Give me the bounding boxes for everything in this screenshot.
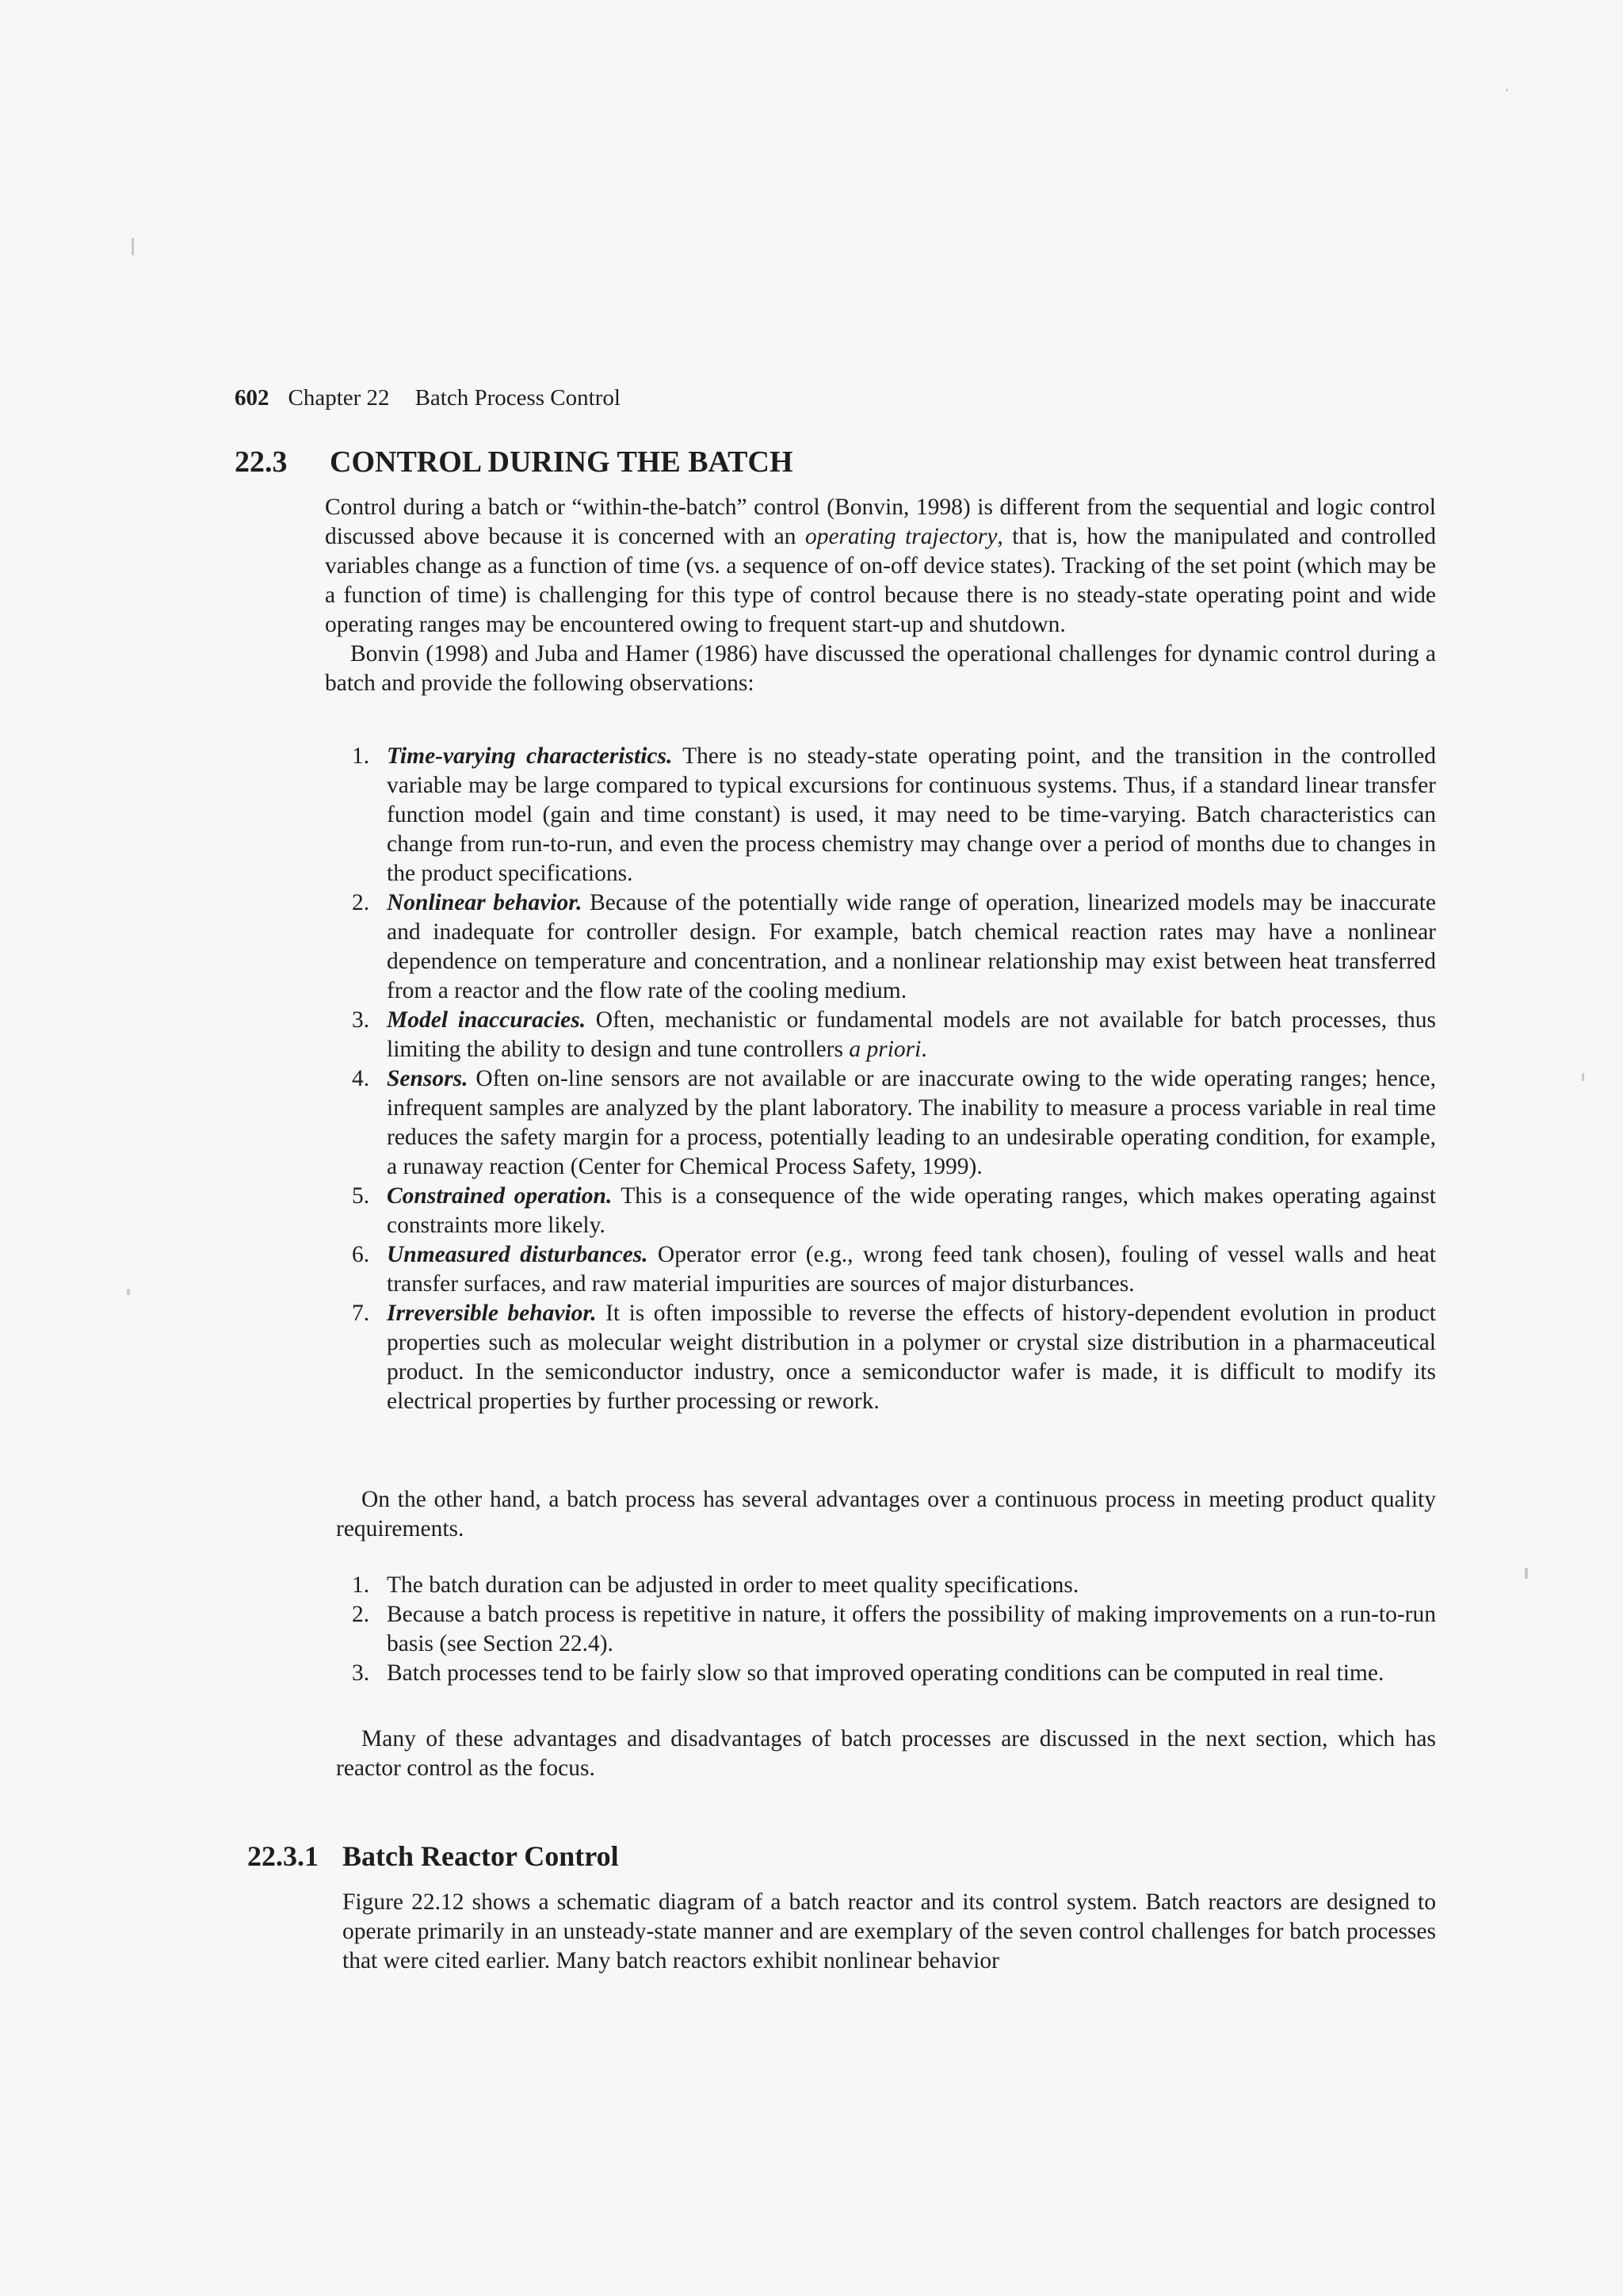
challenge-item-2: 2. Nonlinear behavior. Because of the potentially wide range of operation, linearized models may be inaccurate and inadequate for controller design. For example, batch chemical reaction rates may have a nonlinear dependence on temperature and concentration, and a nonlinear relationship may exist between heat transferred from a reactor and the flow rate of the cooling medium.	[352, 890, 1436, 1003]
scan-speck	[132, 238, 134, 255]
running-head	[235, 384, 621, 412]
closing-paragraph: Many of these advantages and disadvantages of batch processes are discussed in the next section, which has reactor control as the focus.	[336, 1726, 1436, 1781]
challenge-item-5: 5. Constrained operation. This is a consequence of the wide operating ranges, which makes operating against constraints more likely.	[352, 1183, 1436, 1238]
advantage-item-3: 3. Batch processes tend to be fairly slow so that improved operating conditions can be computed in real time.	[352, 1660, 1384, 1686]
advantage-item-1: 1. The batch duration can be adjusted in order to meet quality specifications.	[352, 1572, 1079, 1598]
chapter-title: Batch Process Control	[414, 385, 621, 411]
section-title: CONTROL DURING THE BATCH	[330, 445, 793, 479]
operating-trajectory-term: operating trajectory	[804, 524, 998, 549]
advantages-intro: On the other hand, a batch process has several advantages over a continuous process in meeting product quality requirements.	[336, 1487, 1436, 1541]
section-heading	[235, 444, 793, 480]
intro-paragraph-2: Bonvin (1998) and Juba and Hamer (1986) have discussed the operational challenges for dynamic control during a batch and provide the following observations:	[325, 641, 1436, 696]
subsection-title: Batch Reactor Control	[342, 1840, 619, 1872]
subsection-number: 22.3.1	[247, 1840, 319, 1872]
page-number: 602	[235, 385, 269, 411]
challenge-item-7: 7. Irreversible behavior. It is often impossible to reverse the effects of history-dependent evolution in product properties such as molecular weight distribution in a polymer or crystal size distribution in a pharmaceutical product. In the semiconductor industry, once a semiconductor wafer is made, it is difficult to modify its electrical properties by further processing or rework.	[352, 1301, 1436, 1414]
advantage-item-2: 2. Because a batch process is repetitive in nature, it offers the possibility of making improvements on a run-to-run basis (see Section 22.4).	[352, 1602, 1436, 1656]
intro-text	[325, 493, 1436, 698]
scan-speck	[1506, 89, 1508, 91]
challenge-item-3: 3. Model inaccuracies. Often, mechanistic or fundamental models are not available for batch processes, thus limiting the ability to design and tune controllers a priori.	[352, 1007, 1436, 1062]
section-number: 22.3	[235, 445, 288, 479]
scan-speck	[1582, 1073, 1584, 1081]
intro-paragraph-1: Control during a batch or “within-the-batch” control (Bonvin, 1998) is different from the sequential and logic control discussed above because it is concerned with an operating trajectory, that is, how the manipulated and controlled variables change as a function of time (vs. a sequence of on-off device states). Tracking of the set point (which may be a function of time) is challenging for this type of control because there is no steady-state operating point and wide operating ranges may be encountered owing to frequent start-up and shutdown.	[325, 495, 1437, 637]
challenge-item-4: 4. Sensors. Often on-line sensors are not available or are inaccurate owing to the wide operating ranges; hence, infrequent samples are analyzed by the plant laboratory. The inability to measure a process variable in real time reduces the safety margin for a process, potentially leading to an undesirable operating condition, for example, a runaway reaction (Center for Chemical Process Safety, 1999).	[352, 1066, 1436, 1179]
challenges-list	[352, 742, 1436, 1416]
subsection-paragraph: Figure 22.12 shows a schematic diagram of a batch reactor and its control system. Batch reactors are designed to operate primarily in an unsteady-state manner and are exemplary of the seven control challenges for batch processes that were cited earlier. Many batch reactors exhibit nonlinear behavior	[342, 1889, 1436, 1973]
challenge-item-6: 6. Unmeasured disturbances. Operator error (e.g., wrong feed tank chosen), fouling of vessel walls and heat transfer surfaces, and raw material impurities are sources of major disturbances.	[352, 1242, 1436, 1297]
scan-speck	[127, 1289, 130, 1295]
challenge-item-1: 1. Time-varying characteristics. There is no steady-state operating point, and the transition in the controlled variable may be large compared to typical excursions for continuous systems. Thus, if a standard linear transfer function model (gain and time constant) is used, it may need to be time-varying. Batch characteristics can change from run-to-run, and even the process chemistry may change over a period of months due to changes in the product specifications.	[352, 743, 1436, 886]
chapter-label: Chapter 22	[288, 385, 390, 411]
advantages-list	[352, 1571, 1436, 1688]
subsection-heading	[247, 1839, 619, 1874]
scan-speck	[1525, 1568, 1528, 1579]
